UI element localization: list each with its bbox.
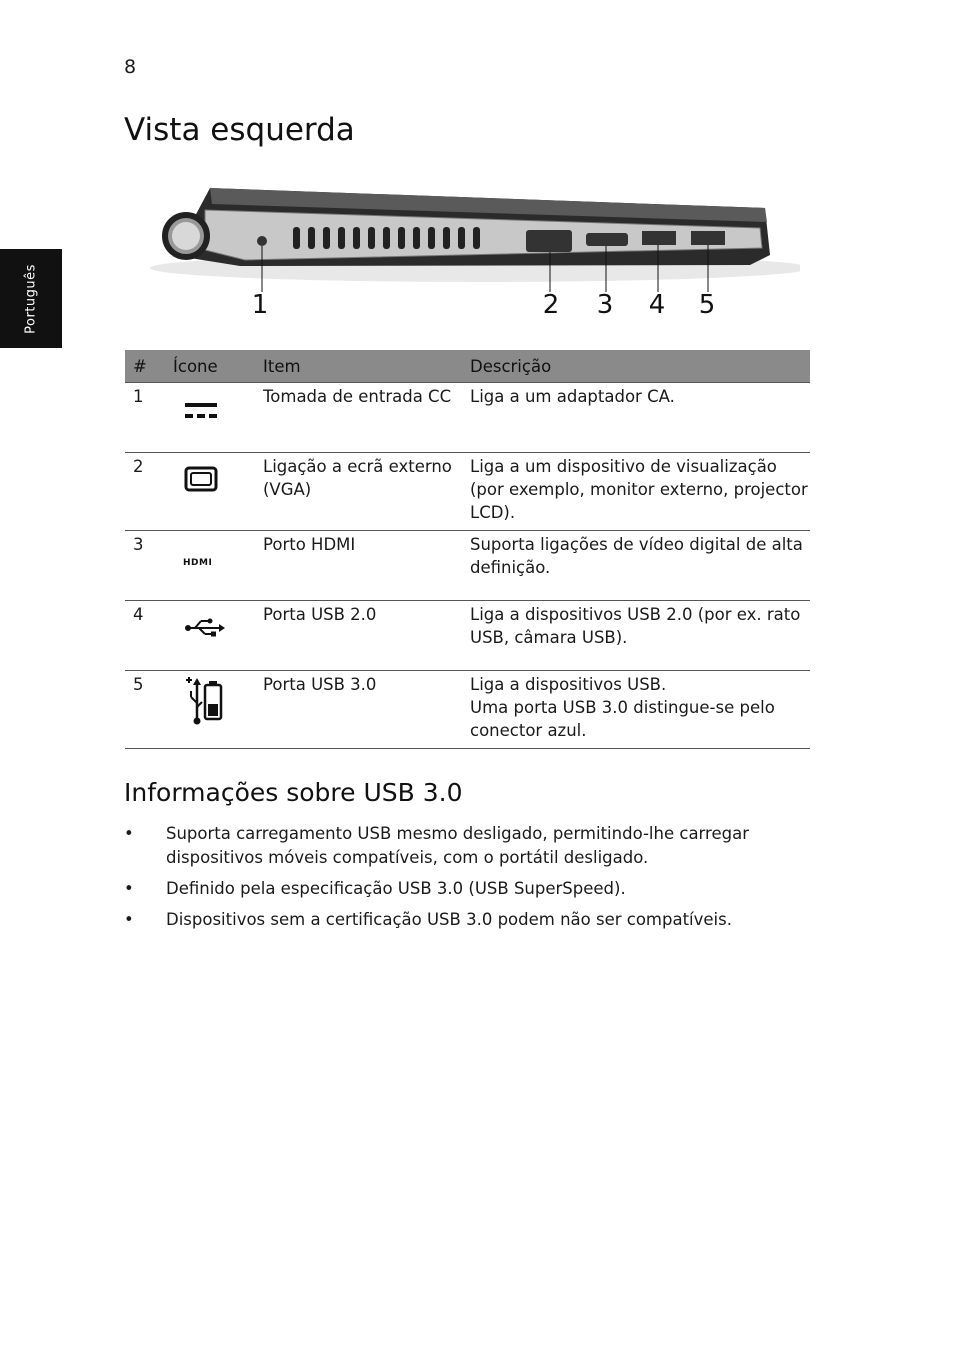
hdmi-icon bbox=[183, 543, 227, 573]
usb-charge-icon bbox=[183, 675, 227, 727]
row-number: 4 bbox=[125, 601, 165, 671]
bullet-marker: • bbox=[124, 879, 134, 898]
callout-2: 2 bbox=[542, 290, 560, 320]
dc-power-icon bbox=[183, 395, 223, 425]
usb2-port bbox=[642, 231, 676, 245]
table-header-row bbox=[125, 350, 810, 383]
table-row bbox=[125, 531, 810, 601]
list-item-text: Dispositivos sem a certificação USB 3.0 podem não ser compatíveis. bbox=[166, 910, 732, 929]
language-side-tab bbox=[0, 249, 62, 348]
laptop-left-side-illustration bbox=[150, 180, 800, 330]
row-description: Liga a um adaptador CA. bbox=[462, 383, 810, 453]
list-item-text: Definido pela especificação USB 3.0 (USB SuperSpeed). bbox=[166, 879, 626, 898]
description-line: Uma porta USB 3.0 distingue-se pelo conector azul. bbox=[470, 698, 775, 740]
header-number: # bbox=[125, 350, 165, 383]
section-subtitle: Informações sobre USB 3.0 bbox=[124, 778, 463, 807]
ports-table bbox=[125, 350, 810, 749]
row-number: 1 bbox=[125, 383, 165, 453]
table-row bbox=[125, 671, 810, 749]
row-item: Porta USB 3.0 bbox=[255, 671, 462, 749]
hdmi-port bbox=[586, 233, 628, 246]
row-description: Liga a um dispositivo de visualização (por exemplo, monitor externo, projector LCD). bbox=[462, 453, 810, 531]
header-description: Descrição bbox=[462, 350, 810, 383]
vga-display-icon bbox=[183, 465, 223, 495]
page-number: 8 bbox=[124, 56, 137, 78]
row-description bbox=[462, 671, 810, 749]
row-item: Porto HDMI bbox=[255, 531, 462, 601]
table-row bbox=[125, 601, 810, 671]
bullet-marker: • bbox=[124, 910, 134, 929]
vga-port bbox=[526, 230, 572, 252]
callout-3: 3 bbox=[596, 290, 614, 320]
callout-1: 1 bbox=[251, 290, 269, 320]
row-description: Liga a dispositivos USB 2.0 (por ex. rato USB, câmara USB). bbox=[462, 601, 810, 671]
table-row bbox=[125, 453, 810, 531]
row-description: Suporta ligações de vídeo digital de alta definição. bbox=[462, 531, 810, 601]
list-item bbox=[124, 908, 814, 932]
bullet-marker: • bbox=[124, 824, 134, 843]
header-icon: Ícone bbox=[165, 350, 255, 383]
callout-5: 5 bbox=[698, 290, 716, 320]
list-item-text: Suporta carregamento USB mesmo desligado, permitindo-lhe carregar dispositivos móveis compatíveis, com o portátil desligado. bbox=[166, 824, 749, 867]
page-title: Vista esquerda bbox=[124, 112, 355, 148]
hdmi-logo-text: HDMI bbox=[183, 558, 213, 568]
side-tab-label: Português bbox=[23, 263, 39, 334]
row-number: 3 bbox=[125, 531, 165, 601]
usb3-port bbox=[691, 231, 725, 245]
callout-4: 4 bbox=[648, 290, 666, 320]
header-item: Item bbox=[255, 350, 462, 383]
row-item: Porta USB 2.0 bbox=[255, 601, 462, 671]
hinge-highlight bbox=[172, 222, 200, 250]
dc-in-port bbox=[257, 236, 267, 246]
usb-icon bbox=[183, 613, 227, 643]
row-item: Ligação a ecrã externo (VGA) bbox=[255, 453, 462, 531]
list-item bbox=[124, 877, 814, 901]
row-number: 5 bbox=[125, 671, 165, 749]
list-item bbox=[124, 822, 814, 870]
description-line: Liga a dispositivos USB. bbox=[470, 675, 667, 694]
row-item: Tomada de entrada CC bbox=[255, 383, 462, 453]
usb3-info-list bbox=[124, 822, 814, 939]
row-number: 2 bbox=[125, 453, 165, 531]
table-row bbox=[125, 383, 810, 453]
